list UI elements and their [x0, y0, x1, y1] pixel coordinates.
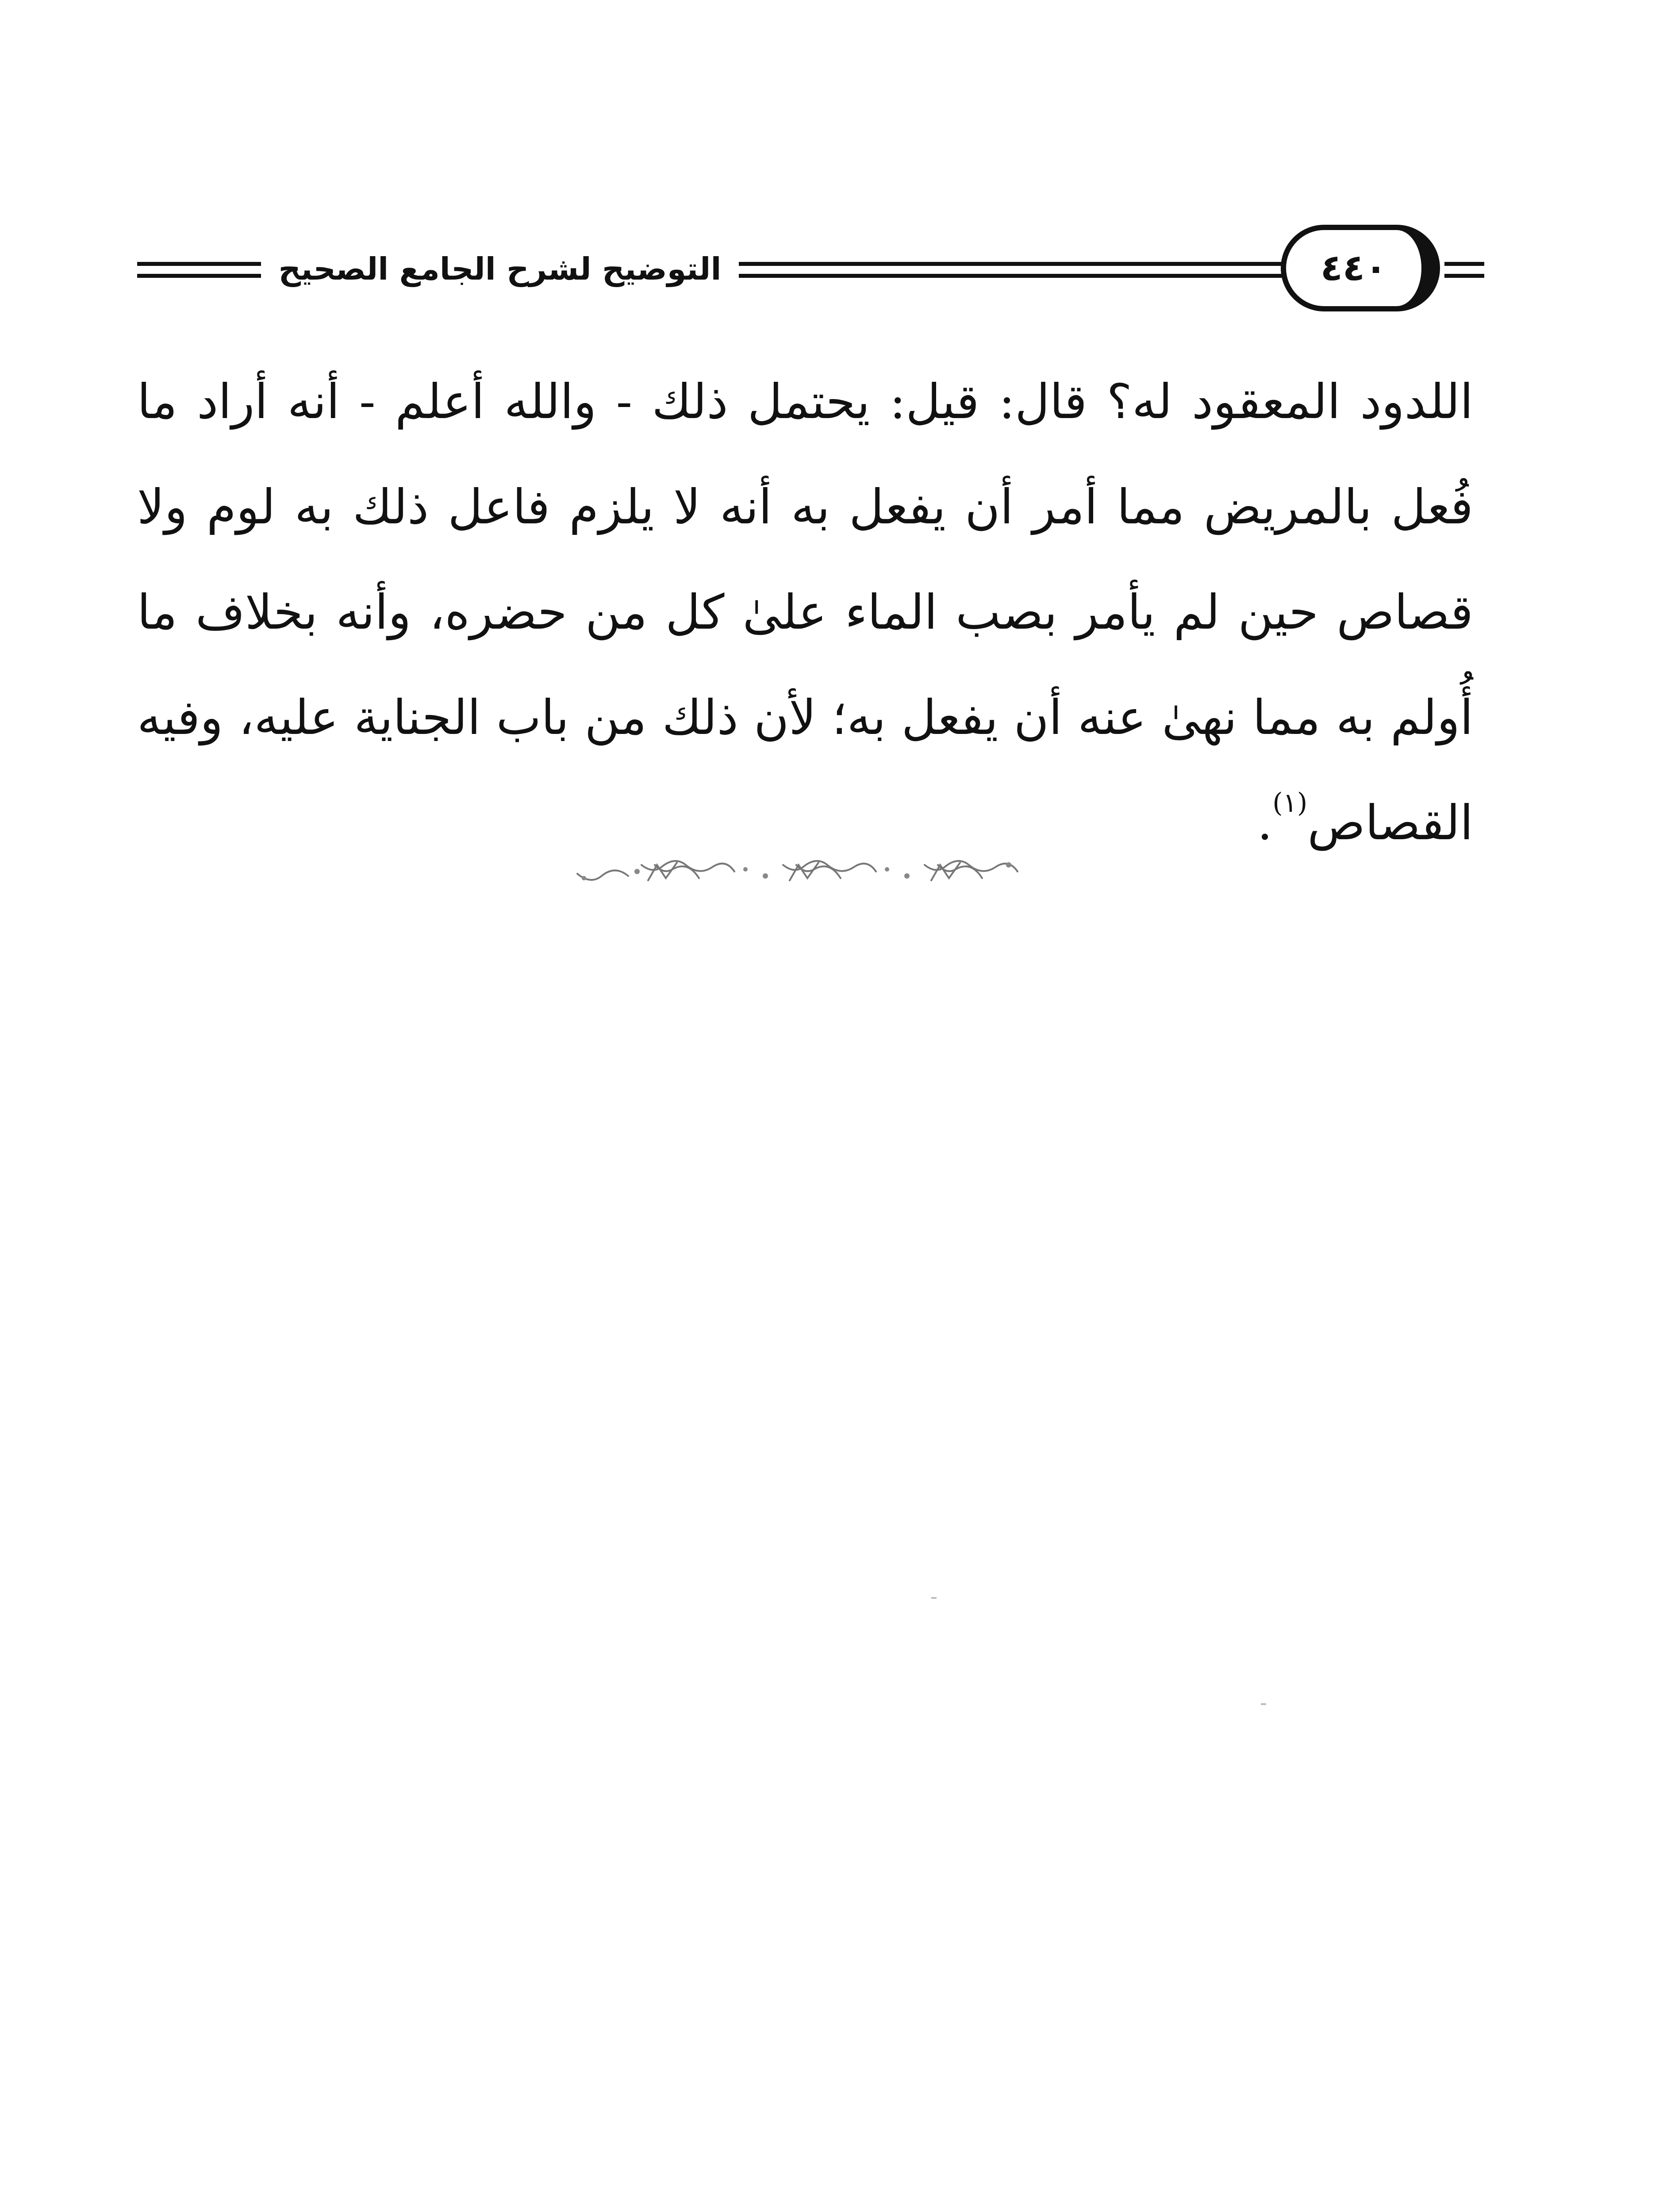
- running-header: [137, 212, 1469, 327]
- scan-speck: [1261, 1703, 1266, 1705]
- paragraph-end-punctuation: .: [1257, 795, 1273, 851]
- scan-speck: [931, 1597, 937, 1599]
- header-rule-middle: [739, 262, 1283, 278]
- page-number: ٤٤٠: [1320, 247, 1387, 289]
- page-number-badge: [1281, 225, 1440, 311]
- header-rule-left: [137, 262, 261, 278]
- body-paragraph: [137, 349, 1473, 876]
- paragraph-text: اللدود المعقود له؟ قال: قيل: يحتمل ذلك - والله أعلم - أنه أراد ما فُعل بالمريض مما أمر أن يفعل به أنه لا يلزم فاعل ذلك به لوم ولا قصاص حين لم يأمر بصب الماء علىٰ كل من حضره، وأنه بخلاف ما أُولم به مما نهىٰ عنه أن يفعل به؛ لأن ذلك من باب الجناية عليه، وفيه القصاص: [137, 374, 1473, 851]
- book-title: التوضيح لشرح الجامع الصحيح: [278, 251, 722, 287]
- main-text: [137, 349, 1473, 876]
- footnote-reference: (١): [1272, 787, 1308, 818]
- header-rule-right: [1444, 262, 1484, 278]
- ornament-divider-icon: [571, 852, 1022, 891]
